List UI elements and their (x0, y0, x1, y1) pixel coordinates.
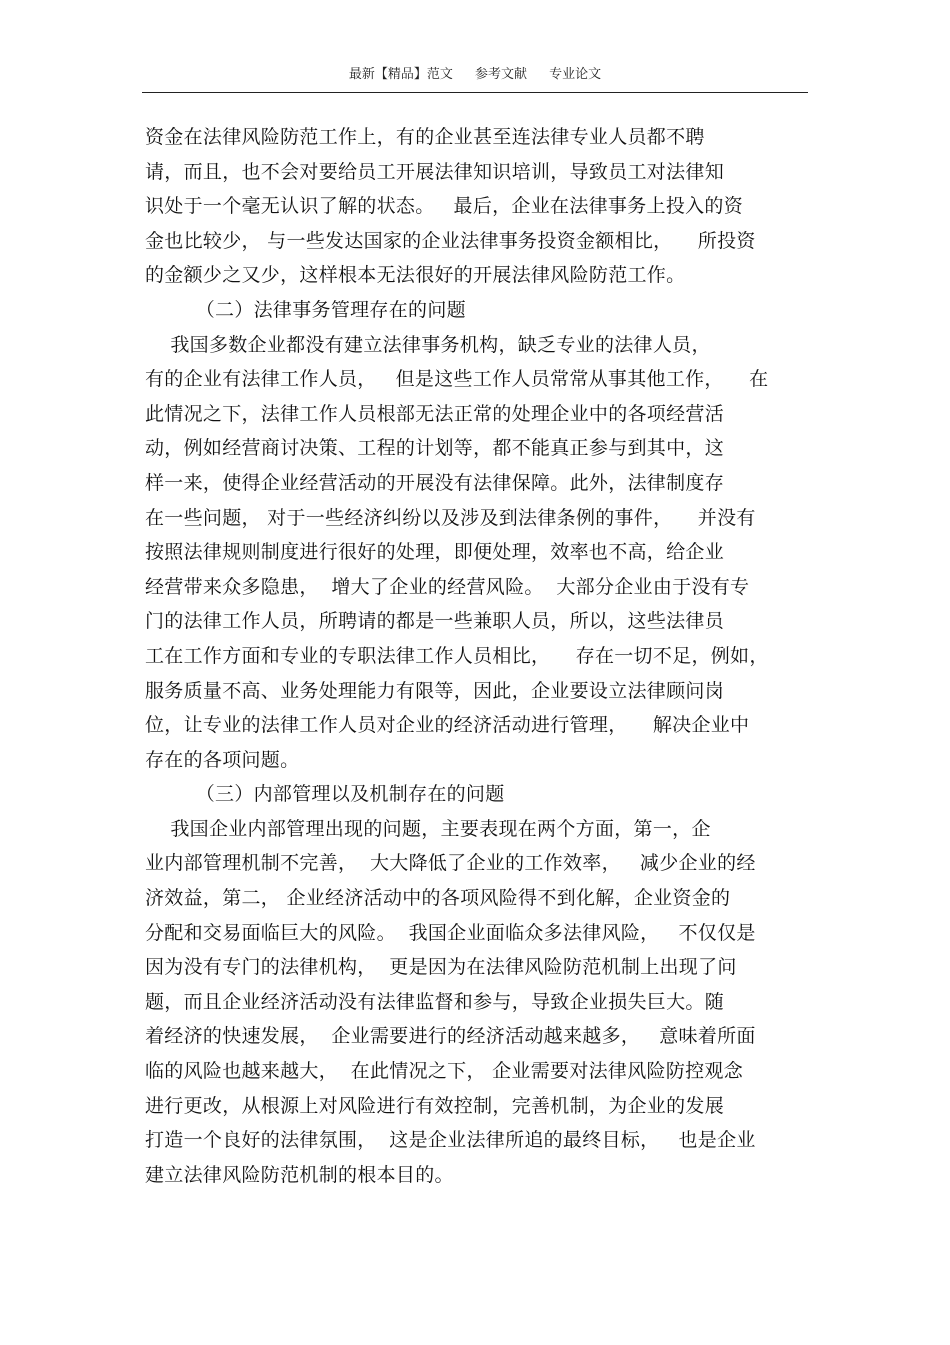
header-item-fanwen: 最新【精品】范文 (348, 67, 453, 82)
text-line: 临的风险也越来越大， 在此情况之下， 企业需要对法律风险防控观念 (145, 1060, 744, 1083)
text-line: 我国多数企业都没有建立法律事务机构，缺乏专业的法律人员， (145, 333, 711, 356)
text-line: 按照法律规则制度进行很好的处理，即便处理，效率也不高，给企业 (145, 541, 725, 564)
text-line: 着经济的快速发展， 企业需要进行的经济活动越来越多， 意味着所面 (145, 1025, 756, 1048)
text-line: 样一来，使得企业经营活动的开展没有法律保障。此外，法律制度存 (145, 471, 725, 494)
text-line: 资金在法律风险防范工作上，有的企业甚至连法律专业人员都不聘 (145, 126, 705, 148)
section-heading: （二）法律事务管理存在的问题 (145, 298, 466, 321)
text-line: 识处于一个毫无认识了解的状态。 最后，企业在法律事务上投入的资 (145, 195, 744, 218)
text-line: 有的企业有法律工作人员， 但是这些工作人员常常从事其他工作， 在 (145, 368, 769, 391)
text-line: 位，让专业的法律工作人员对企业的经济活动进行管理， 解决企业中 (145, 714, 750, 737)
text-line: 打造一个良好的法律氛围， 这是企业法律所追的最终目标， 也是企业 (145, 1129, 756, 1152)
text-line: 此情况之下，法律工作人员根部无法正常的处理企业中的各项经营活 (145, 402, 725, 425)
page-header (142, 64, 808, 93)
text-line: 的金额少之又少，这样根本无法很好的开展法律风险防范工作。 (145, 264, 686, 287)
text-line: 门的法律工作人员，所聘请的都是一些兼职人员，所以，这些法律员 (145, 610, 725, 633)
text-line: 金也比较少， 与一些发达国家的企业法律事务投资金额相比， 所投资 (145, 229, 756, 252)
text-line: 因为没有专门的法律机构， 更是因为在法律风险防范机制上出现了问 (145, 956, 737, 979)
text-line: 动，例如经营商讨决策、工程的计划等，都不能真正参与到其中，这 (145, 437, 725, 460)
header-item-papers: 专业论文 (549, 67, 602, 82)
text-line: 在一些问题， 对于一些经济纠纷以及涉及到法律条例的事件， 并没有 (145, 506, 756, 529)
header-item-references: 参考文献 (474, 67, 527, 82)
section-heading: （三）内部管理以及机制存在的问题 (145, 783, 505, 806)
text-line: 题，而且企业经济活动没有法律监督和参与，导致企业损失巨大。随 (145, 990, 725, 1013)
text-line: 请，而且，也不会对要给员工开展法律知识培训，导致员工对法律知 (145, 160, 725, 183)
text-line: 我国企业内部管理出现的问题，主要表现在两个方面，第一，企 (145, 817, 711, 840)
text-line: 进行更改，从根源上对风险进行有效控制，完善机制，为企业的发展 (145, 1094, 725, 1117)
text-line: 工在工作方面和专业的专职法律工作人员相比， 存在一切不足，例如， (145, 644, 769, 667)
text-line: 分配和交易面临巨大的风险。 我国企业面临众多法律风险， 不仅仅是 (145, 921, 756, 944)
text-line: 建立法律风险防范机制的根本目的。 (145, 1163, 454, 1186)
text-line: 济效益，第二， 企业经济活动中的各项风险得不到化解，企业资金的 (145, 887, 731, 910)
text-line: 业内部管理机制不完善， 大大降低了企业的工作效率， 减少企业的经 (145, 852, 756, 875)
text-line: 服务质量不高、业务处理能力有限等，因此，企业要设立法律顾问岗 (145, 679, 725, 702)
text-line: 存在的各项问题。 (145, 748, 300, 771)
document-body (145, 120, 810, 1192)
text-line: 经营带来众多隐患， 增大了企业的经营风险。 大部分企业由于没有专 (145, 575, 750, 598)
